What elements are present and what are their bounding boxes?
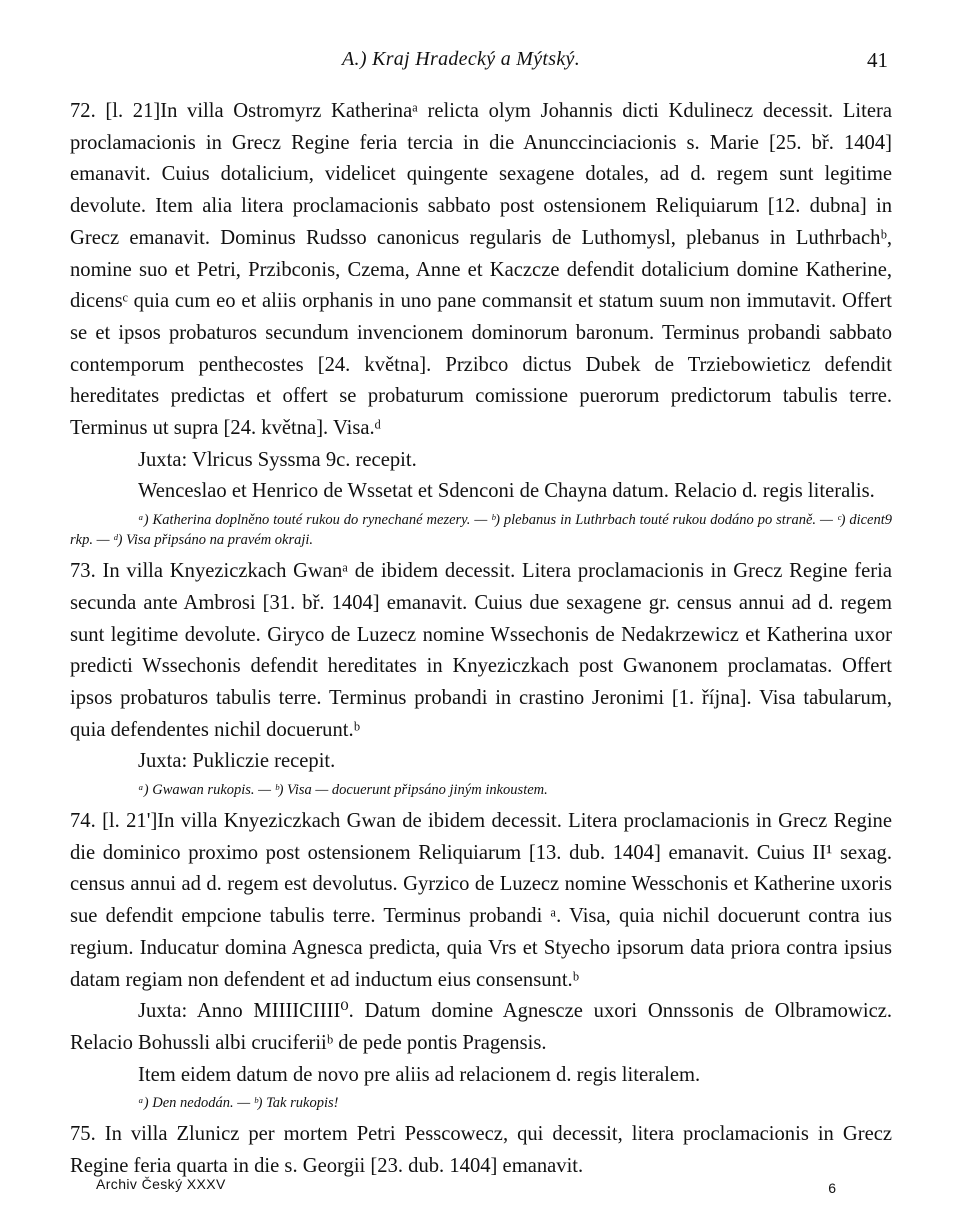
entry-72-juxta: Juxta: Vlricus Syssma 9c. recepit. bbox=[138, 448, 417, 471]
entry-75-text: 75. In villa Zlunicz per mortem Petri Pesscowecz, qui decessit, litera proclamacionis in Grecz Regine feria quarta in die s. Georgii [23. dub. 1404] emanavit. bbox=[70, 1123, 892, 1178]
entry-72-relacio: Wenceslao et Henrico de Wssetat et Sdenconi de Chayna datum. Relacio d. regis literalis. bbox=[138, 480, 875, 503]
entry-72-text: 72. [l. 21]In villa Ostromyrz Katherinaᵃ relicta olym Johannis dicti Kdulinecz decessit. Litera proclamacionis in Grecz Regine feria tercia in die Anunccinciacionis s. Marie [25. bř. 1404] emanavit. Cuius dotalicium, videlicet quingente sexagene dotales, ad d. regem sunt legitime devolute. Item alia litera proclamacionis sabbato post ostensionem Reliquiarum [12. dubna] in Grecz emanavit. Dominus Rudsso canonicus regularis de Luthomysl, plebanus in Luthrbachᵇ, nomine suo et Petri, Przibconis, Czema, Anne et Kaczcze defendit dotalicium domine Katherine, dicensᶜ quia cum eo et aliis orphanis in uno pane commansit et statum suum non immutavit. Offert se et ipsos probaturos secundum invencionem dominorum baronum. Terminus probandi sabbato contemporum penthecostes [24. května]. Przibco dictus Dubek de Trziebowieticz defendit hereditates predictas et offert se probaturum comissione puerorum predictorum tabulis terre. Terminus ut supra [24. května]. Visa.ᵈ bbox=[70, 100, 892, 440]
entry-72-footnotes: ᵃ) Katherina doplněno touté rukou do rynechané mezery. — ᵇ) plebanus in Luthrbach touté rukou dodáno po straně. — ᶜ) dicent9 rkp. — ᵈ) Visa připsáno na pravém okraji. bbox=[70, 512, 892, 549]
volume-signature: Archiv Český XXXV bbox=[96, 1176, 226, 1192]
entry-74-text: 74. [l. 21']In villa Knyeziczkach Gwan de ibidem decessit. Litera proclamacionis in Grecz Regine die dominico proximo post ostensionem Reliquiarum [13. dub. 1404] emanavit. Cuius II¹ sexag. census annui ad d. regem est devolutus. Gyrzico de Luzecz nomine Wesschonis et Katherine uxoris sue defendit empcione tabulis terre. Terminus probandi ᵃ. Visa, quia nichil docuerunt contra ius regium. Inducatur domina Agnesca predicta, quia Vrs et Styecho ipsorum data priora contra ipsius datam regiam non defendent et ad inductum eius consensunt.ᵇ bbox=[70, 810, 892, 991]
entry-74-footnotes: ᵃ) Den nedodán. — ᵇ) Tak rukopis! bbox=[138, 1095, 339, 1112]
page-header bbox=[0, 48, 960, 78]
entry-74-item: Item eidem datum de novo pre aliis ad relacionem d. regis literalem. bbox=[138, 1063, 701, 1086]
entry-73-text: 73. In villa Knyeziczkach Gwanᵃ de ibidem decessit. Litera proclamacionis in Grecz Regine feria secunda ante Ambrosi [31. bř. 1404] emanavit. Cuius due sexagene gr. census annui ad d. regem sunt legitime devolute. Giryco de Luzecz nomine Wssechonis de Nedakrzewicz et Katherina uxor predicti Wssechonis defendit hereditates in Knyeziczkach post Gwanonem proclamatas. Offert ipsos probaturos tabulis terre. Terminus probandi in crastino Jeronimi [1. října]. Visa tabularum, quia defendentes nichil docuerunt.ᵇ bbox=[70, 560, 892, 741]
sheet-number: 6 bbox=[828, 1180, 836, 1196]
entry-74-juxta: Juxta: Anno MIIIICIIII⁰. Datum domine Agnescze uxori Onnssonis de Olbramowicz. Relacio Bohussli albi cruciferiiᵇ de pede pontis Pragensis. bbox=[70, 1000, 892, 1054]
running-title: A.) Kraj Hradecký a Mýtský. bbox=[342, 48, 581, 70]
page-number: 41 bbox=[867, 48, 888, 72]
document-body bbox=[70, 96, 892, 1183]
page-footer bbox=[96, 1176, 856, 1200]
entry-73-juxta: Juxta: Pukliczie recepit. bbox=[138, 750, 336, 773]
entry-73-footnotes: ᵃ) Gwawan rukopis. — ᵇ) Visa — docuerunt připsáno jiným inkoustem. bbox=[138, 782, 548, 799]
